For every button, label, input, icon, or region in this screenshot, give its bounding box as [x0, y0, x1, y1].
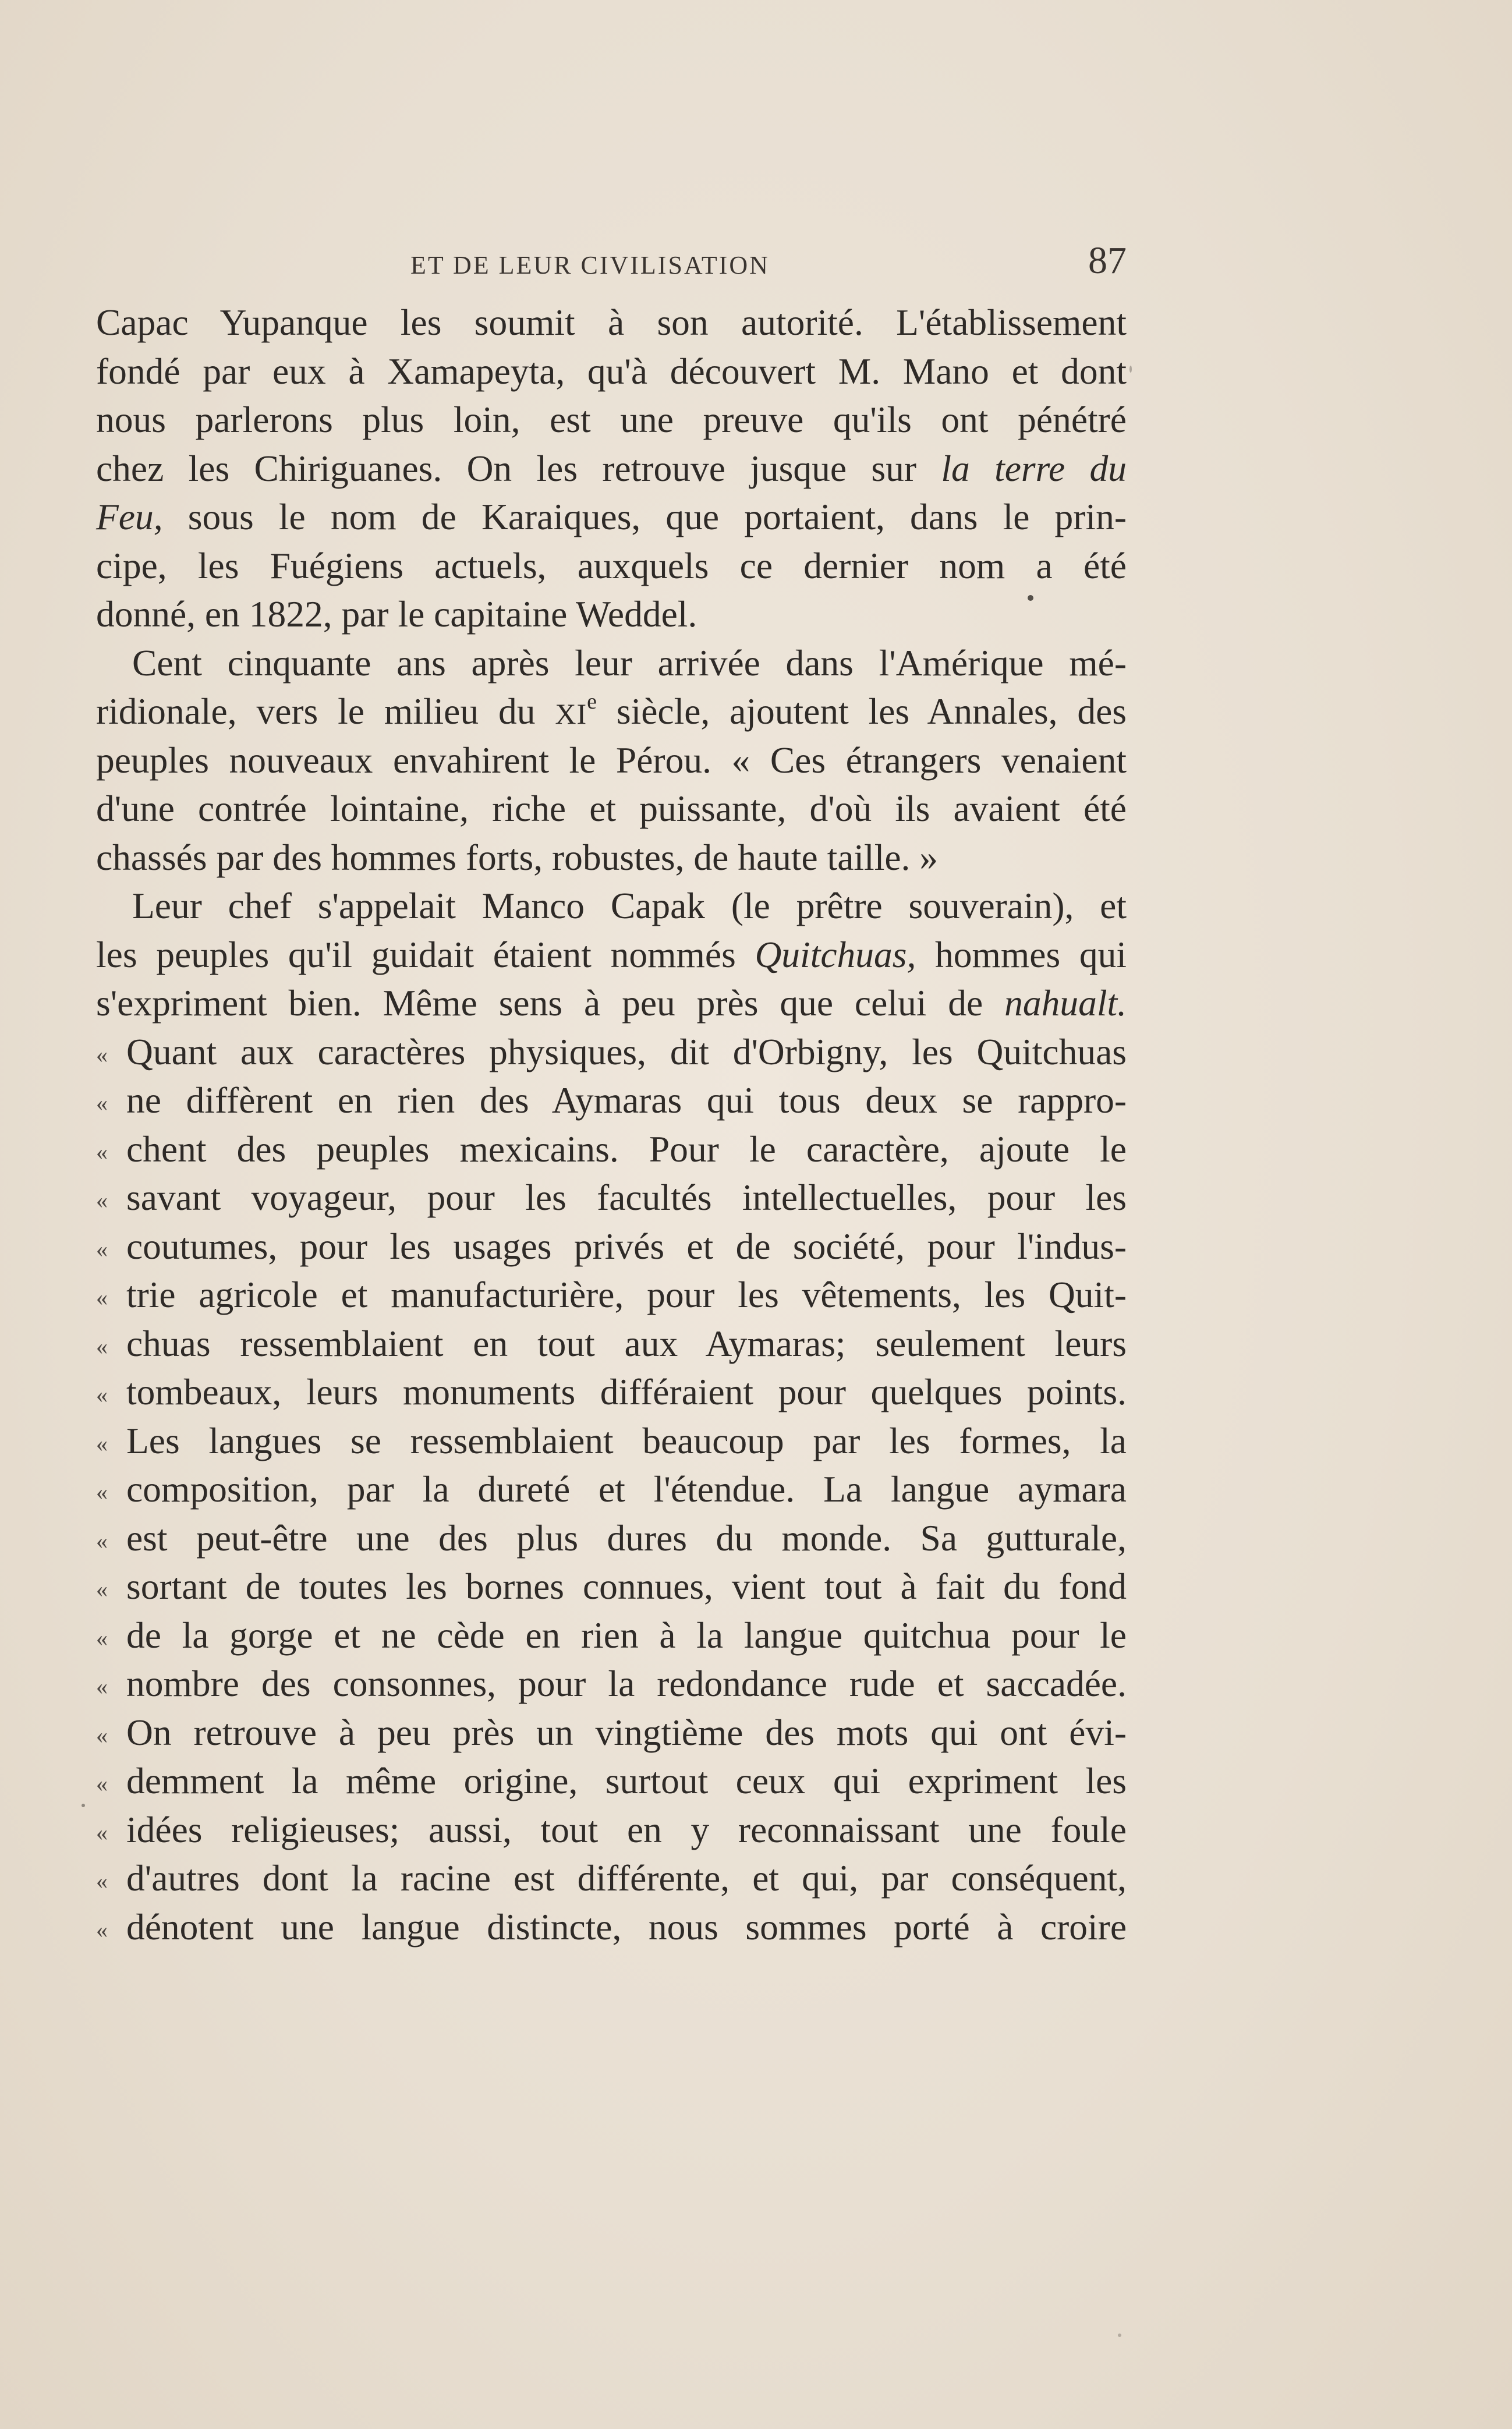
quote-line: « est peut-être une des plus dures du monde. Sa gutturale, — [96, 1514, 1127, 1563]
text-line: chassés par des hommes forts, robustes, de haute taille. » — [96, 836, 939, 878]
quote-mark: « — [96, 1041, 108, 1068]
quote-line: « demment la même origine, surtout ceux qui expriment les — [96, 1757, 1127, 1805]
quote-line: « trie agricole et manufacturière, pour les vêtements, les Quit- — [96, 1270, 1127, 1319]
running-head: ET DE LEUR CIVILISATION — [410, 251, 770, 279]
quote-mark: « — [96, 1868, 108, 1894]
quote-line: « idées religieuses; aussi, tout en y reconnaissant une foule — [96, 1805, 1127, 1854]
page-number: 87 — [1088, 239, 1127, 282]
quote-mark: « — [96, 1527, 108, 1554]
quote-mark: « — [96, 1819, 108, 1846]
quote-line: « coutumes, pour les usages privés et de société, pour l'indus- — [96, 1222, 1127, 1271]
text-line: chez les Chiriguanes. On les retrouve jusque sur la terre du — [96, 447, 1127, 489]
ink-speck — [1028, 595, 1033, 601]
quote-mark: « — [96, 1673, 108, 1699]
quote-line: « Quant aux caractères physiques, dit d'Orbigny, les Quitchuas — [96, 1028, 1127, 1077]
quote-line: « On retrouve à peu près un vingtième des mots qui ont évi- — [96, 1708, 1127, 1757]
body-text — [96, 298, 1127, 1951]
quote-line: « dénotent une langue distincte, nous sommes porté à croire — [96, 1903, 1127, 1952]
quote-line: « savant voyageur, pour les facultés intellectuelles, pour les — [96, 1173, 1127, 1222]
text-line: s'expriment bien. Même sens à peu près que celui de nahualt. — [96, 982, 1127, 1024]
text-line: Capac Yupanque les soumit à son autorité. L'établissement — [96, 302, 1127, 343]
quote-mark: « — [96, 1479, 108, 1505]
quote-line: « tombeaux, leurs monuments différaient pour quelques points. — [96, 1368, 1127, 1417]
quote-line: « nombre des consonnes, pour la redondance rude et saccadée. — [96, 1659, 1127, 1708]
ink-speck — [82, 1804, 85, 1807]
text-line: cipe, les Fuégiens actuels, auxquels ce dernier nom a été — [96, 544, 1127, 586]
quote-mark: « — [96, 1382, 108, 1408]
page-header — [96, 239, 1127, 291]
quote-mark: « — [96, 1624, 108, 1651]
quote-mark: « — [96, 1138, 108, 1165]
text-line: fondé par eux à Xamapeyta, qu'à découvert M. Mano et dont — [96, 350, 1127, 392]
italic-text: Feu, — [96, 496, 163, 537]
quote-mark: « — [96, 1916, 108, 1943]
text-line: peuples nouveaux envahirent le Pérou. « Ces étrangers venaient — [96, 739, 1127, 781]
italic-text: Quitchuas, — [755, 933, 916, 975]
roman-numeral: XI — [555, 697, 587, 730]
quote-mark: « — [96, 1576, 108, 1602]
italic-text: nahualt. — [1004, 982, 1127, 1024]
quote-line: « ne diffèrent en rien des Aymaras qui tous deux se rappro- — [96, 1076, 1127, 1125]
text-line: Leur chef s'appelait Manco Capak (le prêtre souverain), et — [132, 885, 1127, 926]
text-line: Cent cinquante ans après leur arrivée dans l'Amérique mé- — [132, 642, 1127, 684]
quote-line: « chuas ressemblaient en tout aux Aymaras; seulement leurs — [96, 1319, 1127, 1368]
quote-mark: « — [96, 1771, 108, 1797]
quote-mark: « — [96, 1430, 108, 1457]
quote-line: « chent des peuples mexicains. Pour le caractère, ajoute le — [96, 1125, 1127, 1174]
quote-mark: « — [96, 1722, 108, 1748]
quote-mark: « — [96, 1333, 108, 1359]
quote-line: « Les langues se ressemblaient beaucoup par les formes, la — [96, 1417, 1127, 1465]
italic-text: la terre du — [941, 447, 1127, 489]
text-line: ridionale, vers le milieu du XIe siècle, ajoutent les Annales, des — [96, 689, 1127, 732]
quote-line: « composition, par la dureté et l'étendue. La langue aymara — [96, 1465, 1127, 1514]
quote-mark: « — [96, 1090, 108, 1116]
text-line: nous parlerons plus loin, est une preuve qu'ils ont pénétré — [96, 399, 1127, 440]
quote-line: « d'autres dont la racine est différente, et qui, par conséquent, — [96, 1854, 1127, 1903]
quote-line: « sortant de toutes les bornes connues, vient tout à fait du fond — [96, 1562, 1127, 1611]
quote-mark: « — [96, 1284, 108, 1311]
text-line: donné, en 1822, par le capitaine Weddel. — [96, 593, 697, 635]
text-line: Feu, sous le nom de Karaiques, que portaient, dans le prin- — [96, 496, 1127, 537]
ink-speck — [1129, 366, 1132, 373]
quote-mark: « — [96, 1235, 108, 1262]
text-line: les peuples qu'il guidait étaient nommés Quitchuas, hommes qui — [96, 933, 1127, 975]
text-line: d'une contrée lointaine, riche et puissante, d'où ils avaient été — [96, 788, 1127, 829]
superscript: e — [587, 689, 597, 714]
ink-speck — [1118, 2334, 1121, 2337]
quote-mark: « — [96, 1187, 108, 1213]
quote-line: « de la gorge et ne cède en rien à la langue quitchua pour le — [96, 1611, 1127, 1660]
